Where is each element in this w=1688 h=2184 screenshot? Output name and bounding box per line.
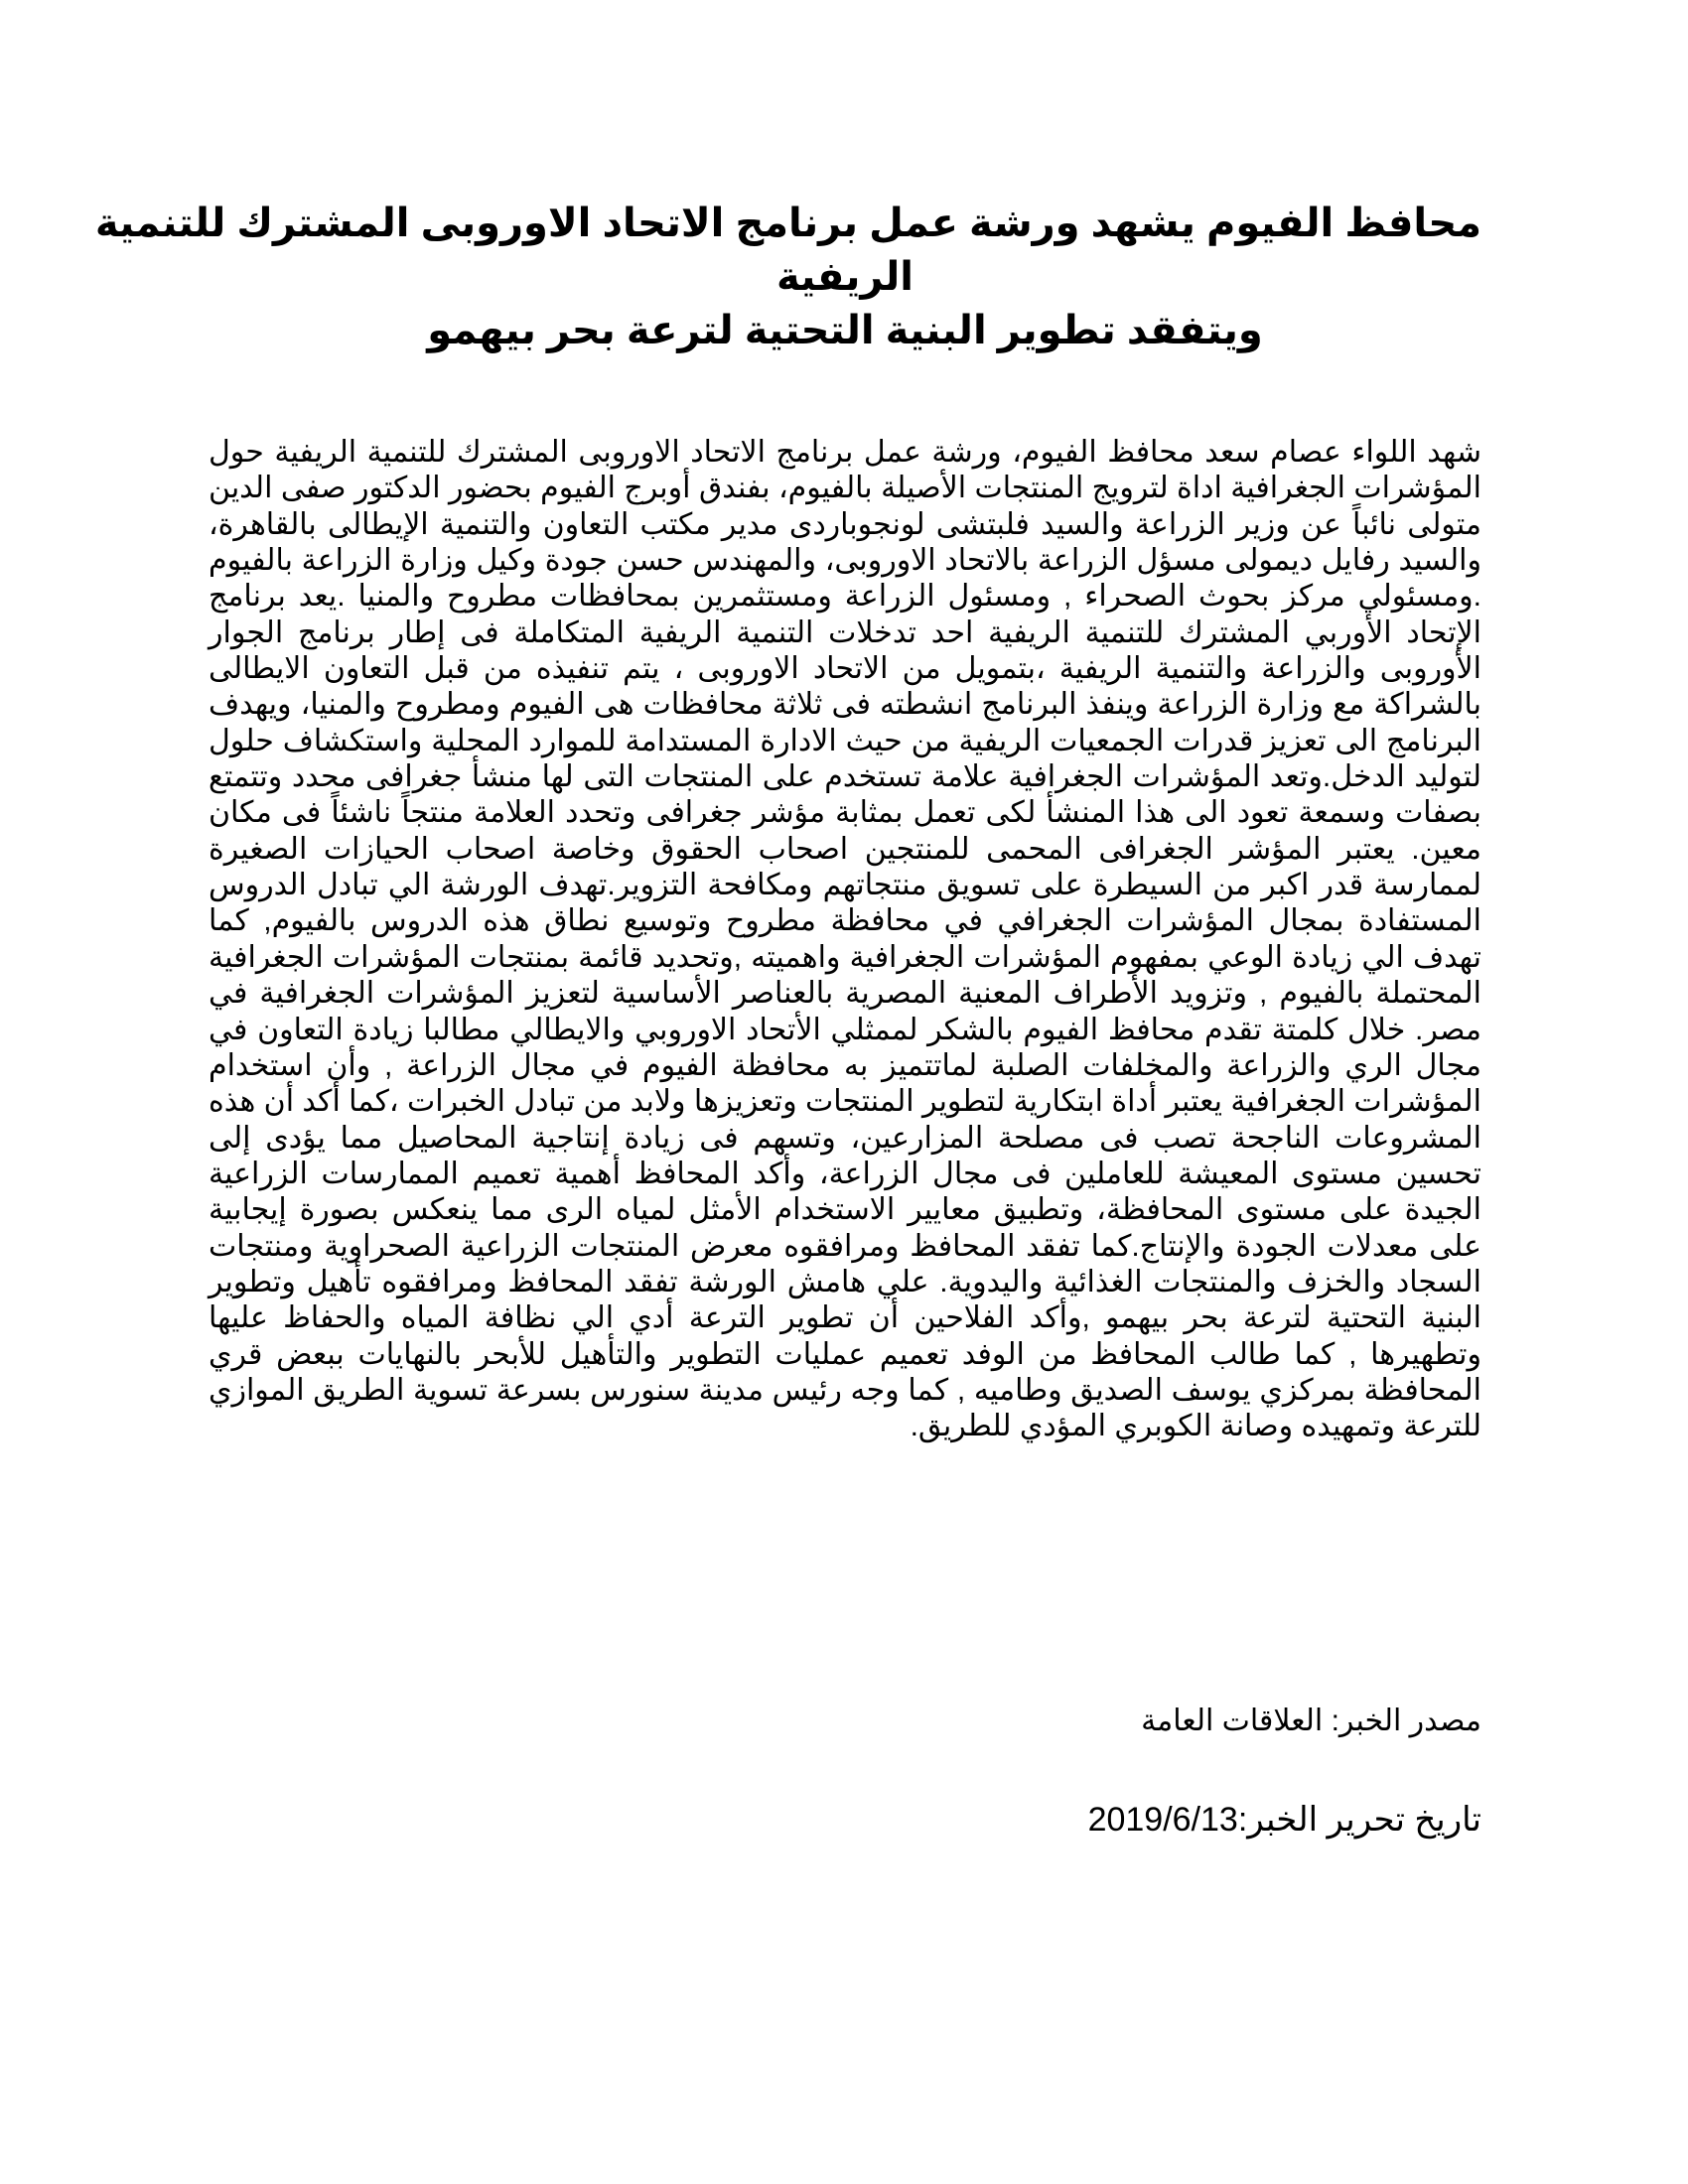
news-source: مصدر الخبر: العلاقات العامة bbox=[1141, 1705, 1481, 1737]
title-line-1: محافظ الفيوم يشهد ورشة عمل برنامج الاتحاد الاوروبى المشترك للتنمية bbox=[94, 202, 1481, 245]
article-body: شهد اللواء عصام سعد محافظ الفيوم، ورشة عمل برنامج الاتحاد الاوروبى المشترك للتنمية الريفية حول المؤشرات الجغرافية اداة لترويج المنتجات الأصيلة بالفيوم، بفندق أوبرج الفيوم بحضور الدكتور صفى الدين متولى نائباً عن وزير الزراعة والسيد فلبتشى لونجوباردى مدير مكتب التعاون والتنمية الإيطالى بالقاهرة، والسيد رفايل ديمولى مسؤل الزراعة بالاتحاد الاوروبى، والمهندس حسن جودة وكيل وزارة الزراعة بالفيوم .ومسئولي مركز بحوث الصحراء , ومسئول الزراعة ومستثمرين بمحافظات مطروح والمنيا .يعد برنامج الإتحاد الأوربي المشترك للتنمية الريفية احد تدخلات التنمية الريفية المتكاملة فى إطار برنامج الجوار الأوروبى والزراعة والتنمية الريفية ،بتمويل من الاتحاد الاوروبى ، يتم تنفيذه من قبل التعاون الايطالى بالشراكة مع وزارة الزراعة وينفذ البرنامج انشطته فى ثلاثة محافظات هى الفيوم ومطروح والمنيا، ويهدف البرنامج الى تعزيز قدرات الجمعيات الريفية من حيث الادارة المستدامة للموارد المحلية واستكشاف حلول لتوليد الدخل.وتعد المؤشرات الجغرافية علامة تستخدم على المنتجات التى لها منشأ جغرافى محدد وتتمتع بصفات وسمعة تعود الى هذا المنشأ لكى تعمل بمثابة مؤشر جغرافى وتحدد العلامة منتجاً ناشئاً فى مكان معين. يعتبر المؤشر الجغرافى المحمى للمنتجين اصحاب الحقوق وخاصة اصحاب الحيازات الصغيرة لممارسة قدر اكبر من السيطرة على تسويق منتجاتهم ومكافحة التزوير.تهدف الورشة الي تبادل الدروس المستفادة بمجال المؤشرات الجغرافي في محافظة مطروح وتوسيع نطاق هذه الدروس بالفيوم, كما تهدف الي زيادة الوعي بمفهوم المؤشرات الجغرافية واهميته ,وتحديد قائمة بمنتجات المؤشرات الجغرافية المحتملة بالفيوم , وتزويد الأطراف المعنية المصرية بالعناصر الأساسية لتعزيز المؤشرات الجغرافية في مصر. خلال كلمتة تقدم محافظ الفيوم بالشكر لممثلي الأتحاد الاوروبي والايطالي مطالبا زيادة التعاون في مجال الري والزراعة والمخلفات الصلبة لماتتميز به محافظة الفيوم في مجال الزراعة , وأن استخدام المؤشرات الجغرافية يعتبر أداة ابتكارية لتطوير المنتجات وتعزيزها ولابد من تبادل الخبرات ،كما أكد أن هذه المشروعات الناجحة تصب فى مصلحة المزارعين، وتسهم فى زيادة إنتاجية المحاصيل مما يؤدى إلى تحسين مستوى المعيشة للعاملين فى مجال الزراعة، وأكد المحافظ أهمية تعميم الممارسات الزراعية الجيدة على مستوى المحافظة، وتطبيق معايير الاستخدام الأمثل لمياه الرى مما ينعكس بصورة إيجابية على معدلات الجودة والإنتاج.كما تفقد المحافظ ومرافقوه معرض المنتجات الزراعية الصحراوية ومنتجات السجاد والخزف والمنتجات الغذائية واليدوية. علي هامش الورشة تفقد المحافظ ومرافقوه تأهيل وتطوير البنية التحتية لترعة بحر بيهمو ,وأكد الفلاحين أن تطوير الترعة أدي الي نظافة المياه والحفاظ عليها وتطهيرها , كما طالب المحافظ من الوفد تعميم عمليات التطوير والتأهيل للأبحر بالنهايات ببعض قري المحافظة بمركزي يوسف الصديق وطاميه , كما وجه رئيس مدينة سنورس بسرعة تسوية الطريق الموازي للترعة وتمهيده وصانة الكوبري المؤدي للطريق. bbox=[209, 436, 1481, 1443]
article-title bbox=[94, 197, 1481, 357]
title-line-2: الريفية bbox=[775, 255, 914, 299]
title-line-3: ويتفقد تطوير البنية التحتية لترعة بحر بيهمو bbox=[427, 309, 1263, 352]
edit-date: تاريخ تحرير الخبر:2019/6/13 bbox=[1087, 1801, 1481, 1839]
